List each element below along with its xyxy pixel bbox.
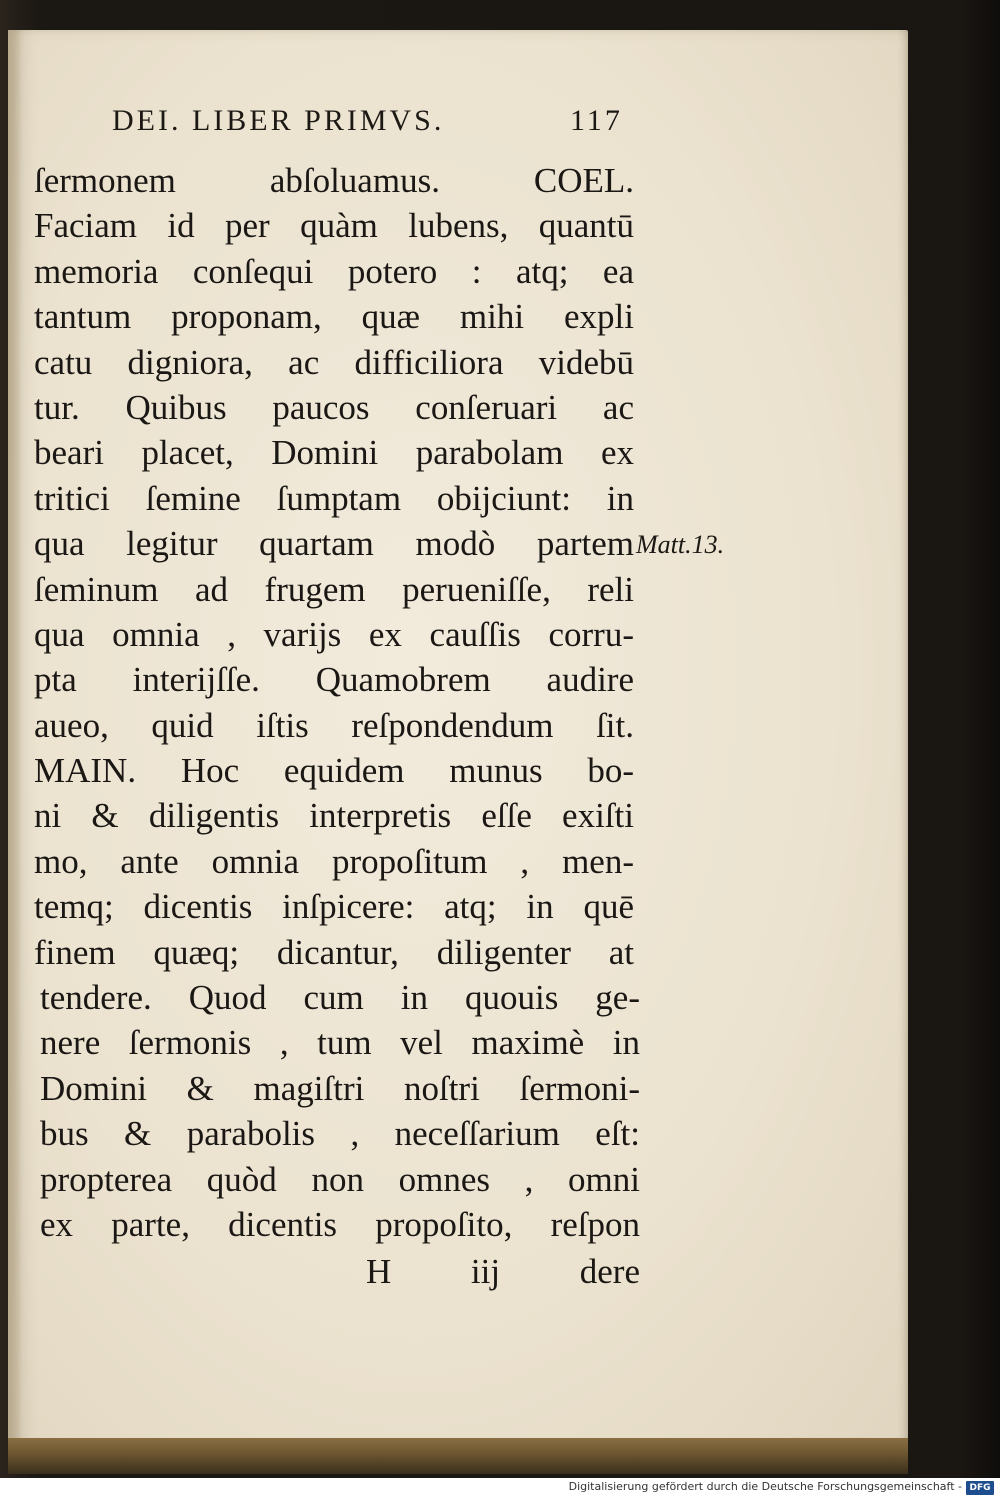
text-line: tritici ſemine ſumptam obijciunt: in (34, 478, 634, 518)
page-number: 117 (570, 104, 623, 137)
text-line: Domini & magiſtri noſtri ſermoni- (40, 1068, 640, 1108)
book-edge-band (8, 1438, 908, 1474)
text-block (34, 158, 644, 1247)
dfg-logo-icon: DFG (966, 1481, 994, 1495)
text-line: beari placet, Domini parabolam ex (34, 433, 634, 473)
text-line: nere ſermonis , tum vel maximè in (40, 1023, 640, 1063)
text-line: qua legitur quartam modò partem (34, 524, 634, 564)
text-line: ſermonem abſoluamus. COEL. (34, 161, 634, 200)
text-line: qua omnia , varijs ex cauſſis corru- (34, 614, 634, 654)
text-line: catu digniora, ac difficiliora videbū (34, 342, 634, 382)
text-line: finem quæq; dicantur, diligenter at (34, 932, 634, 972)
text-line: propterea quòd non omnes , omni (40, 1159, 640, 1199)
signature-letter: H (366, 1252, 392, 1291)
text-line: aueo, quid iſtis reſpondendum ſit. (34, 705, 634, 745)
text-line: pta interijſſe. Quamobrem audire (34, 660, 634, 700)
text-line: tantum proponam, quæ mihi expli (34, 297, 634, 337)
running-head-title: DEI. LIBER PRIMVS. (112, 104, 445, 137)
text-line: ſeminum ad frugem perueniſſe, reli (34, 569, 634, 609)
text-line: MAIN. Hoc equidem munus bo- (34, 751, 634, 791)
text-line: temq; dicentis inſpicere: atq; in quē (34, 887, 634, 927)
catchword: dere (579, 1252, 640, 1291)
footer-credit: Digitalisierung gefördert durch die Deutsche Forschungsgemeinschaft - (568, 1480, 962, 1493)
text-line: tendere. Quod cum in quouis ge- (40, 978, 640, 1018)
text-line: tur. Quibus paucos conſeruari ac (34, 387, 634, 427)
page-gutter-shadow (8, 30, 22, 1448)
footer-bar (0, 1478, 1000, 1499)
text-line: mo, ante omnia propoſitum , men- (34, 841, 634, 881)
text-line: memoria conſequi potero : atq; ea (34, 251, 634, 291)
catchline (366, 1252, 640, 1292)
signature-number: iij (470, 1252, 501, 1291)
marginal-note: Matt.13. (636, 530, 725, 559)
text-line: bus & parabolis , neceſſarium eſt: (40, 1114, 640, 1154)
text-line: Faciam id per quàm lubens, quantū (34, 206, 634, 246)
text-line: ex parte, dicentis propoſito, reſpon (40, 1204, 640, 1244)
text-line: ni & diligentis interpretis eſſe exiſti (34, 796, 634, 836)
